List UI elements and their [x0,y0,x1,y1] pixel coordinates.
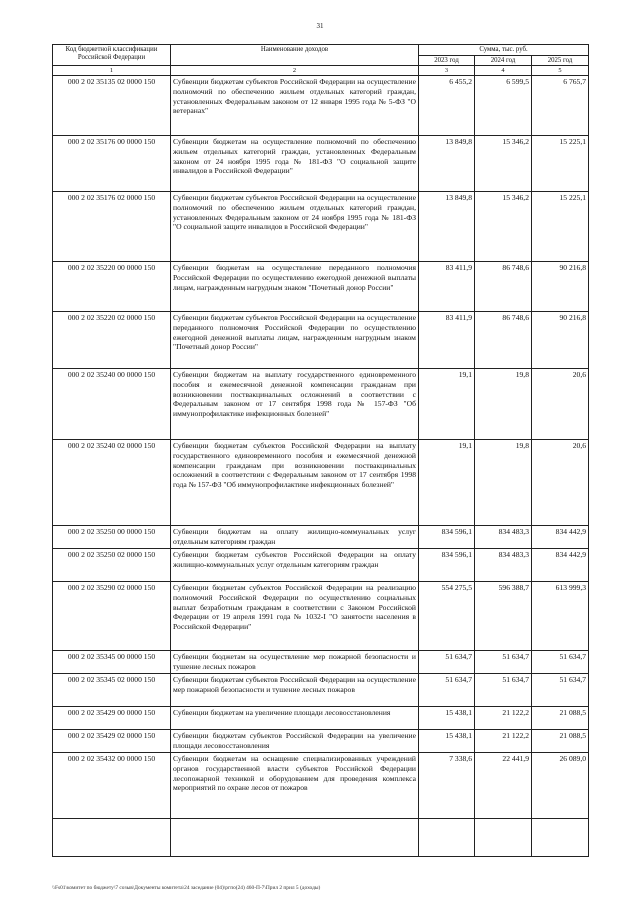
row-value-2025: 834 442,9 [532,526,589,549]
row-value-2024: 19,8 [475,440,532,526]
row-value-2025: 6 765,7 [532,76,589,136]
file-path-footer: \\Fs01\комитет по бюджету\7 созыв\Документы комитета\24 заседание (04)\ргпо(24) 460-П-7\Прил 2 прил 5 (доходы) [52,885,321,891]
row-value-2025: 834 442,9 [532,549,589,582]
row-code: 000 2 02 35432 00 0000 150 [53,753,171,819]
row-name: Субвенции бюджетам субъектов Российской Федерации на осуществление полномочий по обеспечению жильем отдельных категорий граждан, установленных Федеральным законом от 12 января 1995 года № 5-ФЗ "О ветеранах" [171,76,419,136]
col-number-4: 4 [475,66,532,76]
row-name: Субвенции бюджетам субъектов Российской Федерации на выплату государственного единовременного пособия и ежемесячной денежной компенсации гражданам при возникновении поствакцинальных осложнений в соответствии с Федеральным законом от 17 сентября 1998 года № 157-ФЗ "Об иммунопрофилактике инфекционных болезней" [171,440,419,526]
row-value-2025: 21 088,5 [532,730,589,753]
filler-cell [532,819,589,857]
row-name: Субвенции бюджетам субъектов Российской Федерации на оплату жилищно-коммунальных услуг отдельным категориям граждан [171,549,419,582]
row-value-2024: 86 748,6 [475,262,532,312]
header-sum: Сумма, тыс. руб. [419,45,589,56]
budget-table [52,44,589,857]
row-name: Субвенции бюджетам субъектов Российской Федерации на осуществление полномочий по обеспечению жильем отдельных категорий граждан, установленных Федеральным законом от 24 ноября 1995 года № 181-ФЗ "О социальной защите инвалидов в Российской Федерации" [171,192,419,262]
table-row [53,192,589,262]
filler-cell [475,819,532,857]
table-row [53,753,589,819]
row-value-2024: 834 483,3 [475,526,532,549]
row-code: 000 2 02 35176 02 0000 150 [53,192,171,262]
row-name: Субвенции бюджетам субъектов Российской Федерации на осуществление мер пожарной безопасности и тушение лесных пожаров [171,674,419,707]
row-name: Субвенции бюджетам субъектов Российской Федерации на осуществление переданного полномочия Российской Федерации по осуществлению ежегодной денежной выплаты лицам, награжденным нагрудным знаком "Почетный донор России" [171,312,419,369]
header-year-2024: 2024 год [475,55,532,66]
page-number: 31 [316,22,324,30]
table-filler-row [53,819,589,857]
row-value-2023: 6 455,2 [419,76,475,136]
row-value-2024: 15 346,2 [475,192,532,262]
row-value-2025: 21 088,5 [532,707,589,730]
header-year-2023: 2023 год [419,55,475,66]
table-header [53,45,589,76]
table-row [53,136,589,192]
row-name: Субвенции бюджетам на увеличение площади лесовосстановления [171,707,419,730]
table-row [53,76,589,136]
row-name: Субвенции бюджетам на осуществление мер пожарной безопасности и тушение лесных пожаров [171,651,419,674]
table-row [53,526,589,549]
table-row [53,369,589,440]
table-row [53,651,589,674]
table-row [53,582,589,651]
row-value-2025: 613 999,3 [532,582,589,651]
row-code: 000 2 02 35345 00 0000 150 [53,651,171,674]
row-value-2024: 51 634,7 [475,651,532,674]
row-value-2023: 51 634,7 [419,651,475,674]
row-value-2025: 15 225,1 [532,136,589,192]
col-number-3: 3 [419,66,475,76]
col-number-1: 1 [53,66,171,76]
row-value-2023: 15 438,1 [419,730,475,753]
row-value-2025: 90 216,8 [532,312,589,369]
row-value-2024: 596 388,7 [475,582,532,651]
row-code: 000 2 02 35240 02 0000 150 [53,440,171,526]
row-code: 000 2 02 35250 02 0000 150 [53,549,171,582]
row-value-2023: 19,1 [419,369,475,440]
header-code: Код бюджетной классификации Российской Федерации [53,45,171,66]
row-code: 000 2 02 35429 02 0000 150 [53,730,171,753]
row-name: Субвенции бюджетам на оснащение специализированных учреждений органов государственной власти субъектов Российской Федерации лесопожарной техникой и оборудованием для проведения комплекса мероприятий по охране лесов от пожаров [171,753,419,819]
col-number-5: 5 [532,66,589,76]
table-row [53,707,589,730]
row-code: 000 2 02 35135 02 0000 150 [53,76,171,136]
table-row [53,440,589,526]
row-code: 000 2 02 35345 02 0000 150 [53,674,171,707]
row-value-2024: 86 748,6 [475,312,532,369]
row-value-2023: 13 849,8 [419,136,475,192]
row-name: Субвенции бюджетам на осуществление полномочий по обеспечению жильем отдельных категорий граждан, установленных Федеральным законом от 24 ноября 1995 года № 181-ФЗ "О социальной защите инвалидов в Российской Федерации" [171,136,419,192]
row-value-2025: 15 225,1 [532,192,589,262]
row-value-2025: 51 634,7 [532,674,589,707]
row-value-2024: 21 122,2 [475,730,532,753]
row-value-2025: 20,6 [532,440,589,526]
row-value-2025: 20,6 [532,369,589,440]
row-value-2025: 26 089,0 [532,753,589,819]
filler-cell [171,819,419,857]
row-name: Субвенции бюджетам субъектов Российской Федерации на увеличение площади лесовосстановления [171,730,419,753]
row-value-2023: 7 338,6 [419,753,475,819]
row-code: 000 2 02 35240 00 0000 150 [53,369,171,440]
table-row [53,730,589,753]
row-value-2024: 15 346,2 [475,136,532,192]
row-code: 000 2 02 35290 02 0000 150 [53,582,171,651]
row-value-2025: 51 634,7 [532,651,589,674]
row-code: 000 2 02 35220 02 0000 150 [53,312,171,369]
table-row [53,262,589,312]
row-value-2023: 13 849,8 [419,192,475,262]
row-value-2023: 19,1 [419,440,475,526]
row-value-2024: 6 599,5 [475,76,532,136]
col-number-2: 2 [171,66,419,76]
row-value-2023: 83 411,9 [419,262,475,312]
row-value-2024: 834 483,3 [475,549,532,582]
row-code: 000 2 02 35429 00 0000 150 [53,707,171,730]
row-value-2024: 21 122,2 [475,707,532,730]
header-year-2025: 2025 год [532,55,589,66]
row-code: 000 2 02 35176 00 0000 150 [53,136,171,192]
row-value-2025: 90 216,8 [532,262,589,312]
table-body [53,76,589,857]
filler-cell [419,819,475,857]
row-value-2023: 834 596,1 [419,549,475,582]
table-row [53,312,589,369]
row-value-2024: 19,8 [475,369,532,440]
row-code: 000 2 02 35250 00 0000 150 [53,526,171,549]
table-row [53,674,589,707]
row-name: Субвенции бюджетам субъектов Российской Федерации на реализацию полномочий Российской Федерации по осуществлению социальных выплат безработным гражданам в соответствии с Законом Российской Федерации от 19 апреля 1991 года № 1032-I "О занятости населения в Российской Федерации" [171,582,419,651]
row-value-2023: 51 634,7 [419,674,475,707]
header-name: Наименование доходов [171,45,419,66]
row-value-2023: 15 438,1 [419,707,475,730]
row-value-2023: 83 411,9 [419,312,475,369]
filler-cell [53,819,171,857]
row-value-2023: 834 596,1 [419,526,475,549]
row-value-2023: 554 275,5 [419,582,475,651]
row-name: Субвенции бюджетам на выплату государственного единовременного пособия и ежемесячной денежной компенсации гражданам при возникновении поствакцинальных осложнений в соответствии с Федеральным законом от 17 сентября 1998 года № 157-ФЗ "Об иммунопрофилактике инфекционных болезней" [171,369,419,440]
row-code: 000 2 02 35220 00 0000 150 [53,262,171,312]
row-name: Субвенции бюджетам на осуществление переданного полномочия Российской Федерации по осуществлению ежегодной денежной выплаты лицам, награжденным нагрудным знаком "Почетный донор России" [171,262,419,312]
row-value-2024: 51 634,7 [475,674,532,707]
row-name: Субвенции бюджетам на оплату жилищно-коммунальных услуг отдельным категориям граждан [171,526,419,549]
table-row [53,549,589,582]
row-value-2024: 22 441,9 [475,753,532,819]
